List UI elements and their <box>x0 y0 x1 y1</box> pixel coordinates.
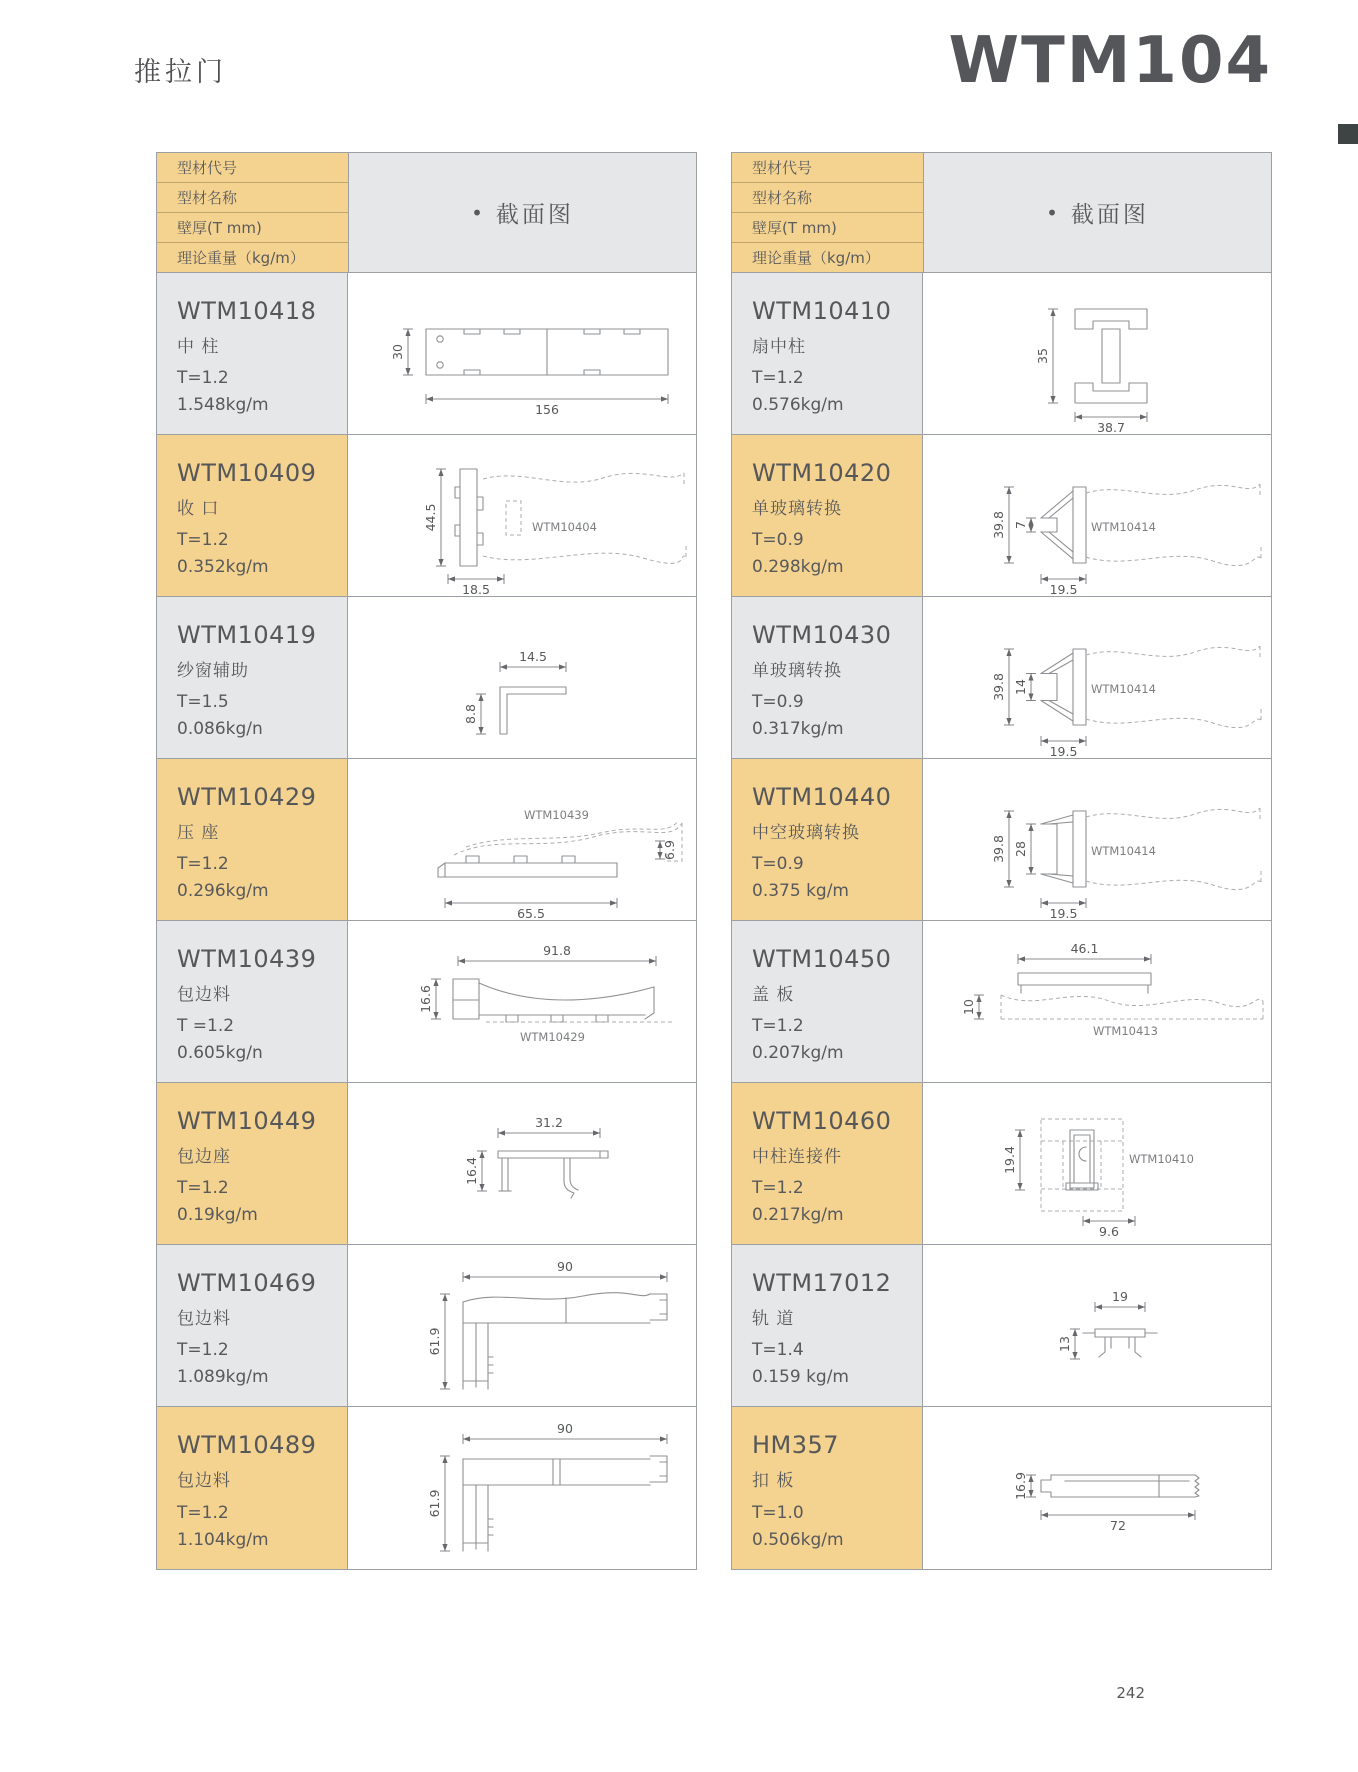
profile-thickness: T=0.9 <box>752 692 804 713</box>
dimension-label: 28 <box>1013 841 1028 857</box>
dimension-label: 13 <box>1057 1336 1072 1352</box>
cross-section-diagram <box>923 1083 1271 1244</box>
mating-profile-label: WTM10414 <box>1091 682 1156 696</box>
page-number: 242 <box>1116 1684 1145 1702</box>
dimension-label: 9.6 <box>1099 1224 1119 1239</box>
cross-section-cell <box>347 759 696 920</box>
profile-weight: 0.375 kg/m <box>752 880 849 901</box>
header-label: 理论重量（kg/m） <box>752 249 880 267</box>
table-header <box>732 153 1271 273</box>
dimension-label: 65.5 <box>517 906 545 920</box>
profile-table <box>731 152 1272 1570</box>
profile-row <box>157 1083 696 1245</box>
profile-table <box>156 152 697 1570</box>
profile-code: WTM10409 <box>177 459 317 487</box>
header-label: 理论重量（kg/m） <box>177 249 305 267</box>
profile-info-cell <box>157 1407 347 1569</box>
cross-section-cell <box>922 1245 1271 1406</box>
profile-row <box>157 921 696 1083</box>
cross-section-cell <box>347 921 696 1082</box>
profile-code: WTM10440 <box>752 783 892 811</box>
section-label: 截面图 <box>1070 202 1149 228</box>
profile-info-cell <box>732 1245 922 1406</box>
dimension-label: 16.4 <box>464 1157 479 1185</box>
dimension-label: 30 <box>390 344 405 360</box>
profile-name: 包边料 <box>177 985 231 1005</box>
profile-thickness: T=1.2 <box>752 1016 804 1037</box>
profile-weight: 0.159 kg/m <box>752 1366 849 1387</box>
profile-thickness: T=1.2 <box>752 368 804 389</box>
dimension-label: 19.5 <box>1049 906 1078 920</box>
profile-code: WTM10439 <box>177 945 317 973</box>
mating-profile-label: WTM10429 <box>520 1030 585 1044</box>
profile-spec <box>752 1013 914 1066</box>
cross-section-diagram <box>923 597 1271 758</box>
profile-info-cell <box>732 921 922 1082</box>
dimension-label: 72 <box>1110 1518 1126 1533</box>
profile-code: WTM10450 <box>752 945 892 973</box>
profile-row <box>732 1245 1271 1407</box>
profile-name: 中空玻璃转换 <box>752 823 860 843</box>
profile-thickness: T=1.0 <box>752 1503 804 1524</box>
profile-info-cell <box>732 273 922 434</box>
profile-spec <box>177 365 339 418</box>
profile-row <box>157 759 696 921</box>
profile-info-cell <box>157 273 347 434</box>
profile-weight: 0.317kg/m <box>752 718 844 739</box>
profile-thickness: T=1.2 <box>177 854 229 875</box>
profile-row <box>157 1245 696 1407</box>
bullet-icon: • <box>1046 200 1061 225</box>
profile-code: WTM10420 <box>752 459 892 487</box>
profile-weight: 1.089kg/m <box>177 1366 269 1387</box>
profile-spec <box>177 1337 339 1390</box>
dimension-label: 35 <box>1035 348 1050 364</box>
header-labels <box>157 153 348 272</box>
profile-name: 压 座 <box>177 823 220 843</box>
profile-info-cell <box>157 759 347 920</box>
cross-section-cell <box>347 1407 696 1569</box>
dimension-label: 19.5 <box>1049 582 1078 596</box>
profile-name: 包边料 <box>177 1309 231 1329</box>
profile-info-cell <box>732 597 922 758</box>
profile-spec <box>177 689 339 742</box>
cross-section-cell <box>922 921 1271 1082</box>
header-label: 壁厚(T mm) <box>732 213 923 243</box>
profile-name: 轨 道 <box>752 1309 795 1329</box>
profile-spec <box>177 851 339 904</box>
profile-thickness: T =1.2 <box>177 1016 235 1037</box>
cross-section-cell <box>922 597 1271 758</box>
dimension-label: 19.5 <box>1049 744 1078 758</box>
profile-thickness: T=1.2 <box>177 530 229 551</box>
profile-info-cell <box>157 597 347 758</box>
profile-weight: 0.086kg/n <box>177 718 263 739</box>
profile-weight: 1.548kg/m <box>177 394 269 415</box>
profile-info-cell <box>732 1083 922 1244</box>
mating-profile-label: WTM10404 <box>532 520 597 534</box>
mating-profile-label: WTM10413 <box>1093 1024 1158 1038</box>
cross-section-diagram <box>348 1245 696 1406</box>
profile-name: 包边座 <box>177 1147 231 1167</box>
profile-info-cell <box>732 1407 922 1569</box>
profile-code: WTM10469 <box>177 1269 317 1297</box>
dimension-label: 19.4 <box>1002 1146 1017 1174</box>
dimension-label: 46.1 <box>1070 941 1099 956</box>
cross-section-diagram <box>348 921 696 1082</box>
profile-row <box>732 759 1271 921</box>
profile-info-cell <box>157 435 347 596</box>
mating-profile-label: WTM10410 <box>1129 1152 1194 1166</box>
cross-section-diagram <box>348 273 696 434</box>
cross-section-cell <box>347 1083 696 1244</box>
profile-spec <box>752 527 914 580</box>
profile-name: 盖 板 <box>752 985 795 1005</box>
profile-code: WTM10429 <box>177 783 317 811</box>
cross-section-cell <box>922 273 1271 434</box>
profile-row <box>157 597 696 759</box>
profile-spec <box>177 1500 339 1553</box>
profile-spec <box>752 1175 914 1228</box>
cross-section-diagram <box>923 435 1271 596</box>
profile-code: HM357 <box>752 1431 840 1459</box>
dimension-label: 14 <box>1013 679 1028 695</box>
profile-name: 包边料 <box>177 1471 231 1491</box>
cross-section-diagram <box>348 597 696 758</box>
header-label: 型材名称 <box>732 183 923 213</box>
cross-section-diagram <box>348 435 696 596</box>
profile-spec <box>752 851 914 904</box>
profile-row <box>732 273 1271 435</box>
profile-name: 扇中柱 <box>752 337 806 357</box>
profile-code: WTM10419 <box>177 621 317 649</box>
profile-info-cell <box>157 921 347 1082</box>
header-label: 壁厚(T mm) <box>157 213 348 243</box>
profile-weight: 0.506kg/m <box>752 1529 844 1550</box>
header-labels <box>732 153 923 272</box>
profile-name: 收 口 <box>177 499 220 519</box>
dimension-label: 7 <box>1013 521 1028 529</box>
profile-name: 中 柱 <box>177 337 220 357</box>
profile-name: 中柱连接件 <box>752 1147 842 1167</box>
dimension-label: 90 <box>557 1259 573 1274</box>
profile-name: 纱窗辅助 <box>177 661 249 681</box>
cross-section-diagram <box>348 1407 696 1568</box>
profile-row <box>732 1407 1271 1569</box>
profile-spec <box>177 1013 339 1066</box>
cross-section-cell <box>347 273 696 434</box>
profile-thickness: T=1.5 <box>177 692 229 713</box>
page-title: 推拉门 <box>134 57 227 88</box>
profile-info-cell <box>732 435 922 596</box>
dimension-label: 10 <box>961 999 976 1015</box>
cross-section-diagram <box>348 759 696 920</box>
profile-weight: 0.352kg/m <box>177 556 269 577</box>
profile-code: WTM10460 <box>752 1107 892 1135</box>
profile-row <box>732 921 1271 1083</box>
profile-thickness: T=0.9 <box>752 530 804 551</box>
cross-section-diagram <box>923 1245 1271 1406</box>
dimension-label: 39.8 <box>991 835 1006 863</box>
profile-weight: 0.207kg/m <box>752 1042 844 1063</box>
section-label: 截面图 <box>495 202 574 228</box>
profile-thickness: T=1.2 <box>177 1178 229 1199</box>
profile-name: 单玻璃转换 <box>752 661 842 681</box>
profile-spec <box>752 1500 914 1553</box>
profile-code: WTM10418 <box>177 297 317 325</box>
header-label: 型材代号 <box>732 153 923 183</box>
profile-weight: 0.576kg/m <box>752 394 844 415</box>
profile-tables <box>156 152 1272 1570</box>
mating-profile-label: WTM10414 <box>1091 520 1156 534</box>
profile-thickness: T=1.2 <box>177 1503 229 1524</box>
profile-code: WTM10430 <box>752 621 892 649</box>
profile-weight: 0.217kg/m <box>752 1204 844 1225</box>
profile-thickness: T=1.2 <box>177 1340 229 1361</box>
profile-row <box>732 1083 1271 1245</box>
cross-section-cell <box>347 435 696 596</box>
cross-section-cell <box>922 1407 1271 1569</box>
header-label: 型材代号 <box>157 153 348 183</box>
profile-weight: 0.605kg/n <box>177 1042 263 1063</box>
cross-section-cell <box>922 1083 1271 1244</box>
profile-weight: 0.19kg/m <box>177 1204 258 1225</box>
profile-spec <box>177 527 339 580</box>
dimension-label: 39.8 <box>991 673 1006 701</box>
profile-name: 扣 板 <box>752 1471 795 1491</box>
dimension-label: 90 <box>557 1421 573 1436</box>
page-edge-tab <box>1338 124 1358 144</box>
cross-section-cell <box>347 597 696 758</box>
dimension-label: 44.5 <box>423 503 438 532</box>
profile-code: WTM17012 <box>752 1269 892 1297</box>
table-header <box>157 153 696 273</box>
dimension-label: 39.8 <box>991 511 1006 539</box>
profile-thickness: T=1.4 <box>752 1340 804 1361</box>
profile-weight: 0.298kg/m <box>752 556 844 577</box>
model-code: WTM104 <box>948 24 1272 98</box>
profile-name: 单玻璃转换 <box>752 499 842 519</box>
section-diagram-header <box>348 153 696 272</box>
profile-code: WTM10410 <box>752 297 892 325</box>
profile-thickness: T=0.9 <box>752 854 804 875</box>
dimension-label: 61.9 <box>427 1489 442 1518</box>
dimension-label: 38.7 <box>1097 420 1125 434</box>
profile-spec <box>752 365 914 418</box>
profile-weight: 0.296kg/m <box>177 880 269 901</box>
dimension-label: 16.9 <box>1013 1472 1028 1500</box>
cross-section-cell <box>922 759 1271 920</box>
profile-row <box>157 1407 696 1569</box>
mating-profile-label: WTM10414 <box>1091 844 1156 858</box>
dimension-label: 8.8 <box>463 704 478 724</box>
dimension-label: 61.9 <box>427 1327 442 1356</box>
section-diagram-header <box>923 153 1271 272</box>
header-label: 型材名称 <box>157 183 348 213</box>
cross-section-cell <box>347 1245 696 1406</box>
dimension-label: 31.2 <box>535 1115 563 1130</box>
dimension-label: 6.9 <box>662 840 677 860</box>
dimension-label: 156 <box>535 402 559 417</box>
cross-section-diagram <box>923 759 1271 920</box>
dimension-label: 16.6 <box>418 985 433 1013</box>
profile-row <box>732 435 1271 597</box>
cross-section-diagram <box>923 921 1271 1082</box>
cross-section-diagram <box>923 1407 1271 1568</box>
cross-section-diagram <box>923 273 1271 434</box>
dimension-label: 91.8 <box>543 943 571 958</box>
cross-section-diagram <box>348 1083 696 1244</box>
profile-spec <box>177 1175 339 1228</box>
profile-thickness: T=1.2 <box>752 1178 804 1199</box>
profile-weight: 1.104kg/m <box>177 1529 269 1550</box>
dimension-label: 14.5 <box>519 649 547 664</box>
profile-row <box>157 273 696 435</box>
profile-info-cell <box>157 1083 347 1244</box>
bullet-icon: • <box>471 200 486 225</box>
profile-spec <box>752 1337 914 1390</box>
profile-code: WTM10449 <box>177 1107 317 1135</box>
dimension-label: 18.5 <box>462 582 490 596</box>
profile-info-cell <box>157 1245 347 1406</box>
cross-section-cell <box>922 435 1271 596</box>
profile-info-cell <box>732 759 922 920</box>
profile-spec <box>752 689 914 742</box>
profile-row <box>732 597 1271 759</box>
profile-code: WTM10489 <box>177 1431 317 1459</box>
dimension-label: 19 <box>1112 1289 1128 1304</box>
profile-thickness: T=1.2 <box>177 368 229 389</box>
profile-row <box>157 435 696 597</box>
mating-profile-label: WTM10439 <box>524 808 589 822</box>
